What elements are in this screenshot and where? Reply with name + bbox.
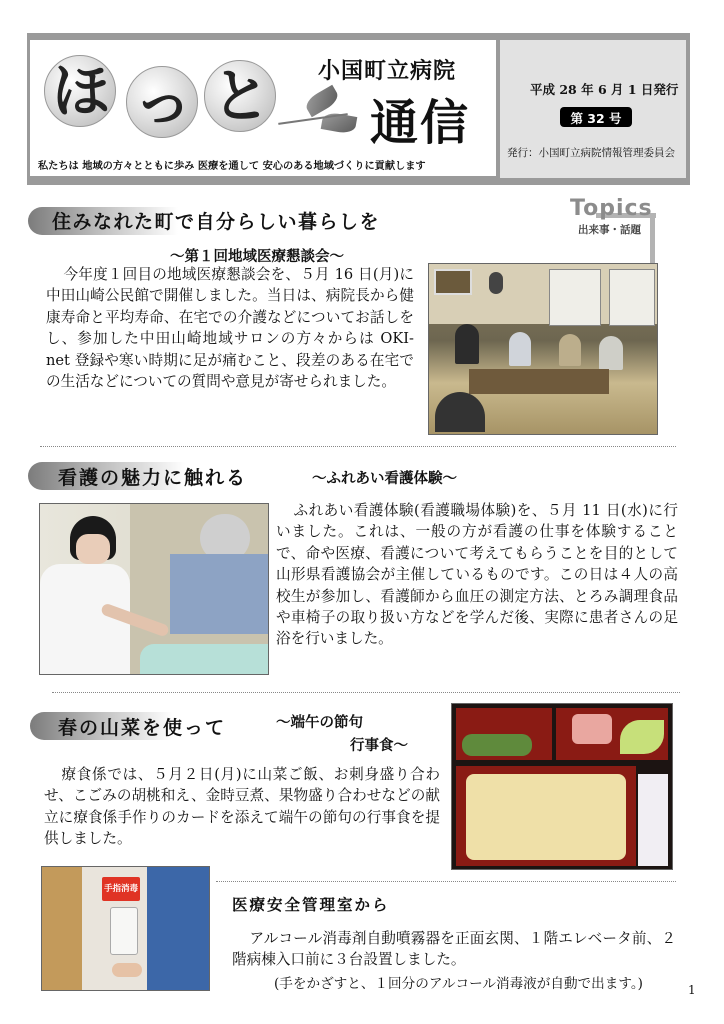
nursing-photo (39, 503, 269, 675)
logo-char-1: ほ (52, 57, 111, 125)
article3-subtitle-line1: ～端午の節句 (276, 715, 363, 731)
article2-title: 看護の魅力に触れる (58, 467, 248, 489)
divider-3 (216, 881, 676, 882)
logo-char-3: と (212, 62, 271, 130)
article3-body: 療食係では、５月２日(月)に山菜ご飯、お刺身盛り合わせ、こごみの胡桃和え、金時豆煮、果物盛り合わせなどの献立に療食係手作りのカードを添えて端午の節句の行事食を提供しました。 (44, 766, 440, 848)
article3-subtitle-line2: 行事食～ (350, 738, 408, 754)
article4-note: (手をかざすと、１回分のアルコール消毒液が自動で出ます。) (274, 976, 643, 992)
topics-subtitle: 出来事・話題 (578, 224, 641, 236)
issue-badge (560, 107, 632, 127)
logo-char-2: っ (134, 68, 193, 136)
bento-photo (451, 703, 673, 870)
dispenser-sign: 手指消毒 (103, 884, 138, 894)
hospital-name: 小国町立病院 (318, 59, 457, 84)
divider-2 (52, 692, 680, 693)
article2-body: ふれあい看護体験(看護職場体験)を、５月 11 日(水)に行いました。これは、一般の方が看護の仕事を体験することで、命や医療、看護について考えてもらうことを目的として山形県看護協会が主催しているものです。この日は４人の高校生が参加し、看護師から血圧の測定方法、とろみ調理食品や車椅子の取り扱い方などを学んだ後、実際に患者さんの足浴を行いました。 (276, 502, 678, 648)
newsletter-name: 通信 (370, 95, 471, 151)
page-number: 1 (688, 983, 696, 997)
issue-date: 平成 28 年 6 月 1 日発行 (530, 82, 679, 97)
publisher: 発行：小国町立病院情報管理委員会 (507, 147, 675, 159)
article1-title: 住みなれた町で自分らしい暮らしを (52, 211, 381, 233)
divider-1 (40, 446, 676, 447)
topics-title: Topics (570, 196, 653, 221)
article4-body: アルコール消毒剤自動噴霧器を正面玄関、１階エレベータ前、２階病棟入口前に３台設置しました。 (232, 930, 676, 969)
meeting-photo (428, 263, 658, 435)
article4-title: 医療安全管理室から (232, 896, 390, 914)
motto: 私たちは 地域の方々とともに歩み 医療を通して 安心のある地域づくりに貢献します (38, 160, 426, 172)
article2-subtitle: ～ふれあい看護体験～ (312, 471, 457, 487)
issue-number: 第 32 号 (570, 111, 622, 126)
article3-title: 春の山菜を使って (58, 717, 227, 739)
article1-subtitle: ～第１回地域医療懇談会～ (170, 249, 344, 265)
article1-body: 今年度１回目の地域医療懇談会を、５月 16 日(月)に中田山崎公民館で開催しました。当日は、病院長から健康寿命と平均寿命、在宅での介護などについてお話しをし、参加した中田山崎地域サロンの方々からは OKI-net 登録や寒い時期に足が痛むこと、段差のある在宅での生活などについての質問や意見が寄せられました。 (46, 266, 414, 391)
dispenser-photo (41, 866, 210, 991)
